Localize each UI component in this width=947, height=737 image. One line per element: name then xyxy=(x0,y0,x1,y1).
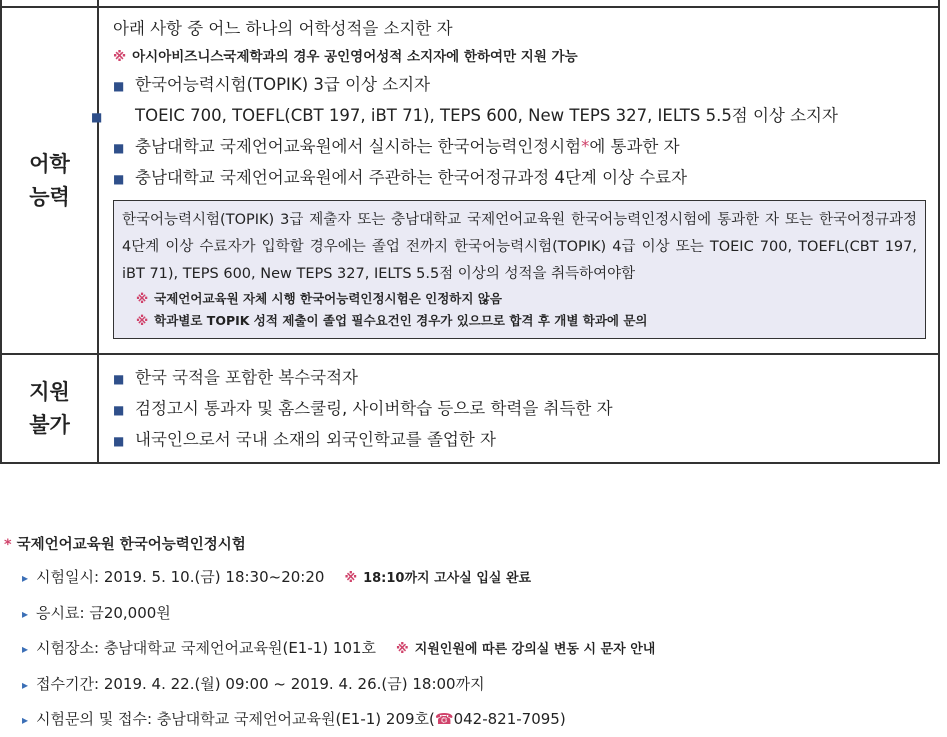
square-bullet-icon: ■ xyxy=(113,141,125,155)
asterisk-icon: * xyxy=(4,537,12,553)
note-mark-icon: ※ xyxy=(136,291,149,306)
exam-fee-item xyxy=(0,596,947,631)
language-item-cnu-test xyxy=(113,132,926,163)
ineligible-item xyxy=(113,363,926,394)
exam-location-note-text: 지원인원에 따른 강의실 변동 시 문자 안내 xyxy=(414,642,656,657)
graduation-requirement-box xyxy=(113,200,926,339)
language-item-text: 충남대학교 국제언어교육원에서 주관하는 한국어정규과정 4단계 이상 수료자 xyxy=(135,168,688,187)
exam-date-text: 시험일시: 2019. 5. 10.(금) 18:30~20:20 xyxy=(36,568,325,586)
exam-location-note xyxy=(396,642,655,657)
note-mark-icon: ※ xyxy=(396,642,409,657)
ineligible-label-line1: 지원 xyxy=(29,379,70,404)
box-note-1 xyxy=(122,288,917,310)
box-note-2 xyxy=(122,310,917,332)
language-item-text: TOEIC 700, TOEFL(CBT 197, iBT 71), TEPS 600, New TEPS 327, IELTS 5.5점 이상 소지자 xyxy=(135,106,838,125)
ineligible-item-text: 내국인으로서 국내 소재의 외국인학교를 졸업한 자 xyxy=(135,430,496,449)
square-bullet-icon: ■ xyxy=(113,403,125,417)
square-bullet-icon: ■ xyxy=(113,434,125,448)
asia-business-note xyxy=(113,44,926,70)
phone-icon: ☎ xyxy=(434,710,454,728)
asterisk-icon: * xyxy=(581,137,590,156)
exam-info-heading-text: 국제언어교육원 한국어능력인정시험 xyxy=(16,537,246,553)
exam-contact-item xyxy=(0,702,947,737)
language-item-text: 충남대학교 국제언어교육원에서 실시하는 한국어능력인정시험 xyxy=(135,137,582,156)
square-bullet-icon: ■ xyxy=(113,172,125,186)
triangle-bullet-icon: ▸ xyxy=(22,678,29,692)
ineligible-label-cell xyxy=(1,354,98,463)
exam-date-note xyxy=(344,571,531,586)
language-item-suffix: 에 통과한 자 xyxy=(589,137,680,156)
triangle-bullet-icon: ▸ xyxy=(22,607,29,621)
triangle-bullet-icon: ▸ xyxy=(22,571,29,585)
language-intro: 아래 사항 중 어느 하나의 어학성적을 소지한 자 xyxy=(113,19,453,38)
top-strip-content-cell xyxy=(98,0,939,7)
square-bullet-icon: ■ xyxy=(113,79,125,93)
ineligible-item xyxy=(113,394,926,425)
exam-date-note-text: 18:10까지 고사실 입실 완료 xyxy=(363,571,532,586)
exam-contact-suffix: ) xyxy=(559,710,566,728)
table-top-strip xyxy=(1,0,939,7)
exam-contact-prefix: 시험문의 및 접수: 충남대학교 국제언어교육원(E1-1) 209호( xyxy=(36,710,435,728)
note-mark-icon: ※ xyxy=(136,313,149,328)
ineligible-row xyxy=(1,354,939,463)
graduation-requirement-text: 한국어능력시험(TOPIK) 3급 제출자 또는 충남대학교 국제언어교육원 한국어능력인정시험에 통과한 자 또는 한국어정규과정 4단계 이상 수료자가 입학할 경우에는 졸업 전까지 한국어능력시험(TOPIK) 4급 이상 또는 TOEIC 700, TOEFL(CBT 197, iBT 71), TEPS 600, New TEPS 327, IELTS 5.5점 이상의 성적을 취득하여야함 xyxy=(122,212,917,282)
note-mark-icon: ※ xyxy=(113,49,127,65)
ineligible-item-text: 한국 국적을 포함한 복수국적자 xyxy=(135,368,358,387)
language-item-regular-course xyxy=(113,163,926,194)
language-item-english-tests xyxy=(91,101,926,132)
language-item-text: 한국어능력시험(TOPIK) 3급 이상 소지자 xyxy=(135,75,431,94)
ineligible-item xyxy=(113,425,926,456)
language-label-cell xyxy=(1,7,98,354)
ineligible-content-cell xyxy=(98,354,939,463)
language-content-cell xyxy=(91,7,939,354)
exam-info-heading xyxy=(0,530,947,560)
exam-location-text: 시험장소: 충남대학교 국제언어교육원(E1-1) 101호 xyxy=(36,639,377,657)
note-mark-icon: ※ xyxy=(344,571,358,586)
exam-period-text: 접수기간: 2019. 4. 22.(월) 09:00 ~ 2019. 4. 26.(금) 18:00까지 xyxy=(36,675,485,693)
box-note-text: 국제언어교육원 자체 시행 한국어능력인정시험은 인정하지 않음 xyxy=(154,291,502,306)
exam-date-item xyxy=(0,560,947,596)
language-row xyxy=(1,7,939,354)
exam-contact-phone: 042-821-7095 xyxy=(453,710,560,728)
box-note-text: 학과별로 TOPIK 성적 제출이 졸업 필수요건인 경우가 있으므로 합격 후 개별 학과에 문의 xyxy=(154,313,648,328)
triangle-bullet-icon: ▸ xyxy=(22,713,29,727)
ineligible-label-line2: 불가 xyxy=(29,412,70,437)
ineligible-item-text: 검정고시 통과자 및 홈스쿨링, 사이버학습 등으로 학력을 취득한 자 xyxy=(135,399,613,418)
exam-fee-text: 응시료: 금20,000원 xyxy=(36,604,171,622)
exam-period-item xyxy=(0,667,947,702)
language-item-topik xyxy=(113,70,926,101)
triangle-bullet-icon: ▸ xyxy=(22,642,29,656)
square-bullet-icon: ■ xyxy=(113,372,125,386)
language-label-line1: 어학 xyxy=(29,151,70,176)
asia-business-note-text: 아시아비즈니스국제학과의 경우 공인영어성적 소지자에 한하여만 지원 가능 xyxy=(132,49,578,65)
exam-location-item xyxy=(0,631,947,667)
exam-info-section xyxy=(0,530,947,737)
language-label-line2: 능력 xyxy=(29,184,70,209)
square-bullet-icon: ■ xyxy=(91,110,103,124)
top-strip-label-cell xyxy=(1,0,98,7)
